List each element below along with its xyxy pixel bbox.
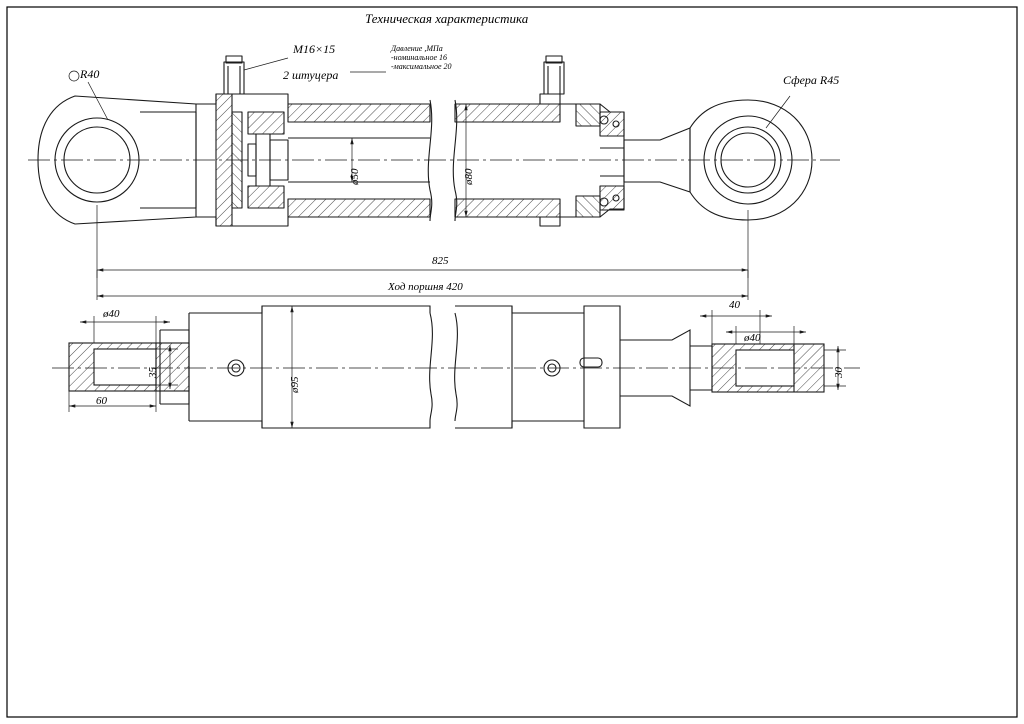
outside-view-lower [52, 306, 860, 428]
dimension-eye-width-left: 35 [147, 367, 159, 378]
dimension-overall-length: 825 [432, 255, 449, 267]
section-view-upper [28, 56, 840, 226]
port-fitting-right [544, 56, 564, 94]
specification-heading: Давление ,МПа [391, 44, 443, 53]
port-fitting-left [224, 56, 244, 94]
dimension-eye-width-right: 30 [833, 367, 845, 378]
dimension-eye-bore-right: ø40 [744, 332, 761, 344]
specification-line-nominal: -номинальное 16 [391, 53, 448, 63]
dimension-rod-eye-offset: 40 [729, 299, 740, 311]
drawing-title: Техническая характеристика [365, 11, 529, 26]
dimension-bore-diameter: ø80 [463, 168, 475, 185]
callout-sphere-radius: Сфера R45 [783, 73, 840, 87]
callout-rod-eye-radius: R40 [80, 67, 100, 81]
specification-block [391, 44, 452, 72]
dimension-eye-length-left: 60 [96, 395, 107, 407]
dimension-lines-upper [69, 58, 790, 300]
specification-line-maximum: -максимальное 20 [391, 62, 452, 72]
barrel-outline-lower [189, 306, 620, 428]
dimension-rod-diameter-top: ø50 [349, 168, 361, 185]
dimension-piston-stroke: Ход поршня 420 [388, 281, 463, 293]
left-eye-outline-lower [69, 330, 189, 404]
dimension-barrel-outer-diameter: ø95 [289, 376, 301, 393]
callout-port-thread: M16×15 [293, 42, 336, 56]
dimension-eye-bore-left: ø40 [103, 308, 120, 320]
callout-port-count: 2 штуцера [283, 68, 339, 82]
